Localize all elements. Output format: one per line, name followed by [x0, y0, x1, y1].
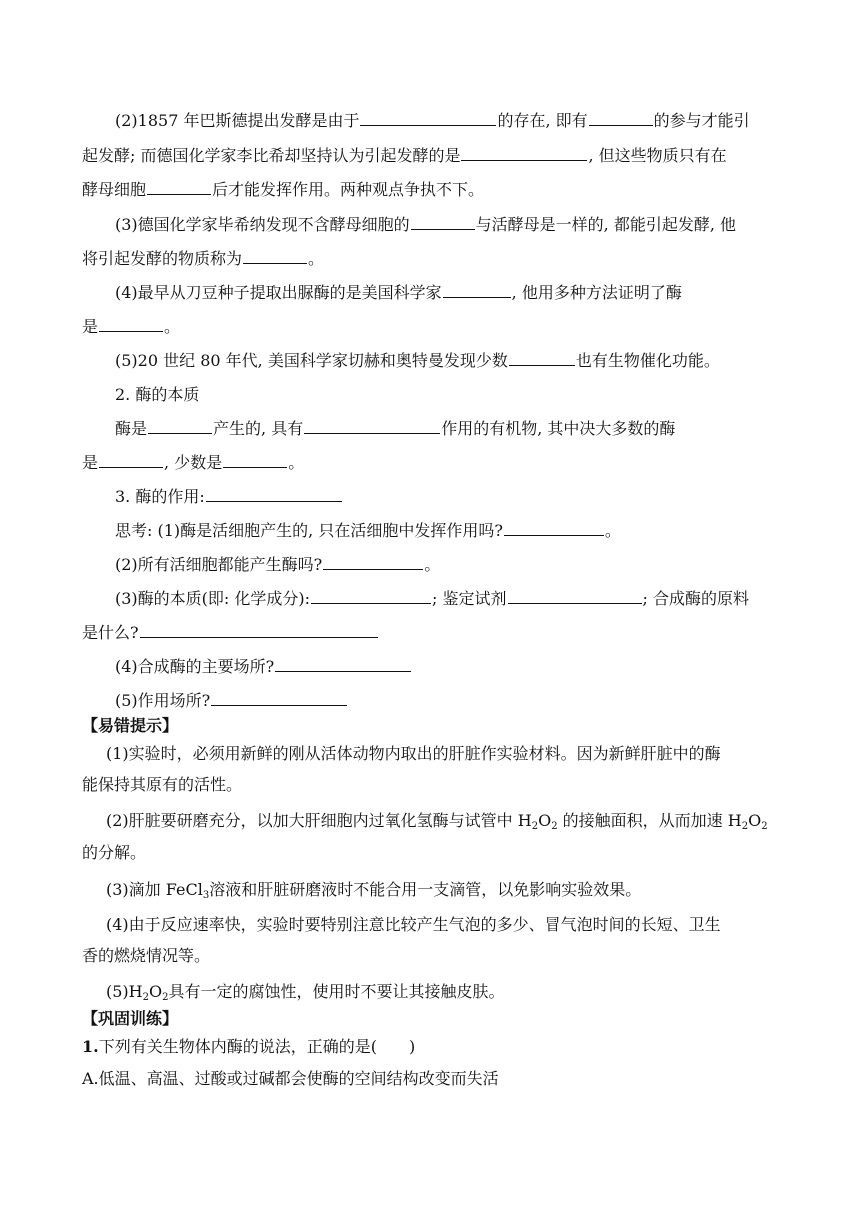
fill-blank[interactable]	[275, 656, 411, 672]
text: (3)滴加 FeCl	[106, 880, 203, 899]
fill-blank[interactable]	[323, 554, 423, 570]
text: 起发酵; 而德国化学家李比希却坚持认为引起发酵的是	[82, 146, 461, 165]
fill-blank[interactable]	[99, 316, 163, 332]
subscript: 2	[741, 821, 749, 832]
tip-1-line-1	[106, 743, 721, 765]
text: 产生的, 具有	[213, 419, 304, 438]
text: ; 鉴定试剂	[432, 589, 507, 608]
text: 。	[604, 521, 621, 540]
text: O	[748, 811, 762, 830]
fill-blank[interactable]	[443, 282, 511, 298]
paragraph-4-line-2	[82, 316, 180, 338]
text: 的参与才能引	[653, 111, 750, 130]
subscript: 3	[202, 890, 210, 901]
paragraph-4-line-1	[115, 282, 682, 304]
text: , 少数是	[164, 453, 223, 472]
text: (2)1857 年巴斯德提出发酵是由于	[115, 111, 360, 130]
tip-4-line-2	[82, 945, 210, 967]
think-q3-line-2	[82, 622, 379, 644]
fill-blank[interactable]	[411, 214, 475, 230]
paragraph-2-line-2	[82, 145, 727, 167]
fill-blank[interactable]	[509, 350, 575, 366]
text: 也有生物催化功能。	[575, 351, 720, 370]
text: 。	[424, 555, 441, 574]
fill-blank[interactable]	[206, 486, 342, 502]
fill-blank[interactable]	[223, 452, 287, 468]
text: 是	[82, 453, 99, 472]
fill-blank[interactable]	[147, 179, 211, 195]
paragraph-5	[115, 350, 720, 372]
text: 溶液和肝脏研磨液时不能合用一支滴管，以免影响实验效果。	[209, 880, 642, 899]
subscript: 2	[162, 992, 169, 1003]
text: 与活酵母是一样的, 都能引起发酵, 他	[475, 215, 737, 234]
section-title-nature	[115, 384, 199, 406]
text: (5)20 世纪 80 年代, 美国科学家切赫和奥特曼发现少数	[115, 351, 508, 370]
tip-2-line-1	[106, 810, 768, 838]
text: 酵母细胞	[82, 180, 147, 199]
think-q2	[115, 554, 440, 576]
text: 的接触面积，从而加速 H	[557, 811, 742, 830]
nature-line-1	[115, 418, 675, 440]
fill-blank[interactable]	[311, 588, 431, 604]
fill-blank[interactable]	[304, 418, 440, 434]
text: 是	[82, 317, 99, 336]
text: O	[538, 811, 552, 830]
text: 酶是	[115, 419, 148, 438]
fill-blank[interactable]	[360, 110, 496, 126]
subscript: 2	[531, 821, 539, 832]
practice-option-a[interactable]	[82, 1068, 499, 1090]
fill-blank[interactable]	[504, 520, 604, 536]
text: 能保持其原有的活性。	[82, 775, 243, 794]
text: (1)实验时，必须用新鲜的刚从活体动物内取出的肝脏作实验材料。因为新鲜肝脏中的酶	[106, 744, 721, 763]
text: , 但这些物质只有在	[588, 146, 727, 165]
text: 3. 酶的作用:	[115, 487, 205, 506]
text: 思考: (1)酶是活细胞产生的, 只在活细胞中发挥作用吗?	[115, 521, 503, 540]
text: 的分解。	[82, 843, 147, 862]
subscript: 2	[142, 992, 149, 1003]
fill-blank[interactable]	[508, 588, 642, 604]
text: 。	[164, 317, 181, 336]
fill-blank[interactable]	[243, 248, 307, 264]
option-text: A.低温、高温、过酸或过碱都会使酶的空间结构改变而失活	[82, 1069, 499, 1088]
text: O	[149, 982, 163, 1001]
text: (3)德国化学家毕希纳发现不含酵母细胞的	[115, 215, 410, 234]
think-q3-line-1	[115, 588, 749, 610]
tip-2-line-2	[82, 842, 146, 864]
text: (3)酶的本质(即: 化学成分):	[115, 589, 311, 608]
tip-1-line-2	[82, 774, 242, 796]
tips-heading	[82, 715, 178, 737]
text: 后才能发挥作用。两种观点争执不下。	[212, 180, 485, 199]
fill-blank[interactable]	[461, 145, 587, 161]
text: 。	[308, 249, 325, 268]
practice-question-1	[82, 1036, 415, 1058]
text: 。	[288, 453, 305, 472]
tip-4-line-1	[106, 914, 721, 936]
text: 具有一定的腐蚀性，使用时不要让其接触皮肤。	[168, 982, 505, 1001]
fill-blank[interactable]	[589, 110, 653, 126]
paragraph-2-line-3	[82, 179, 484, 201]
text: , 他用多种方法证明了酶	[511, 283, 682, 302]
text: 是什么?	[82, 623, 139, 642]
paragraph-3-line-1	[115, 214, 736, 236]
nature-line-2	[82, 452, 304, 474]
text: (5)H	[106, 982, 143, 1001]
text: 作用的有机物, 其中决大多数的酶	[441, 419, 676, 438]
text: (2)肝脏要研磨充分，以加大肝细胞内过氧化氢酶与试管中 H	[106, 811, 532, 830]
text: 2. 酶的本质	[115, 385, 200, 404]
fill-blank[interactable]	[211, 690, 347, 706]
think-q5	[115, 690, 348, 712]
tip-5	[106, 981, 505, 1009]
text: 将引起发酵的物质称为	[82, 249, 243, 268]
question-number: 1.	[82, 1037, 99, 1056]
subscript: 2	[761, 821, 768, 832]
text: ; 合成酶的原料	[642, 589, 749, 608]
paragraph-2-line-1	[115, 110, 750, 132]
fill-blank[interactable]	[148, 418, 212, 434]
text: (5)作用场所?	[115, 691, 211, 710]
text: 的存在, 即有	[497, 111, 588, 130]
tip-3	[106, 879, 641, 907]
text: 【巩固训练】	[82, 1009, 179, 1028]
text: (4)由于反应速率快，实验时要特别注意比较产生气泡的多少、冒气泡时间的长短、卫生	[106, 915, 721, 934]
text: (4)合成酶的主要场所?	[115, 657, 275, 676]
question-text: 下列有关生物体内酶的说法，正确的是( )	[98, 1037, 416, 1056]
paragraph-3-line-2	[82, 248, 324, 270]
practice-heading	[82, 1008, 178, 1030]
text: 香的燃烧情况等。	[82, 946, 211, 965]
fill-blank[interactable]	[99, 452, 163, 468]
think-q1	[115, 520, 621, 542]
text: (2)所有活细胞都能产生酶吗?	[115, 555, 323, 574]
subscript: 2	[551, 821, 558, 832]
fill-blank[interactable]	[140, 622, 378, 638]
think-q4	[115, 656, 412, 678]
text: 【易错提示】	[82, 716, 179, 735]
text: (4)最早从刀豆种子提取出脲酶的是美国科学家	[115, 283, 442, 302]
function-line	[115, 486, 343, 508]
